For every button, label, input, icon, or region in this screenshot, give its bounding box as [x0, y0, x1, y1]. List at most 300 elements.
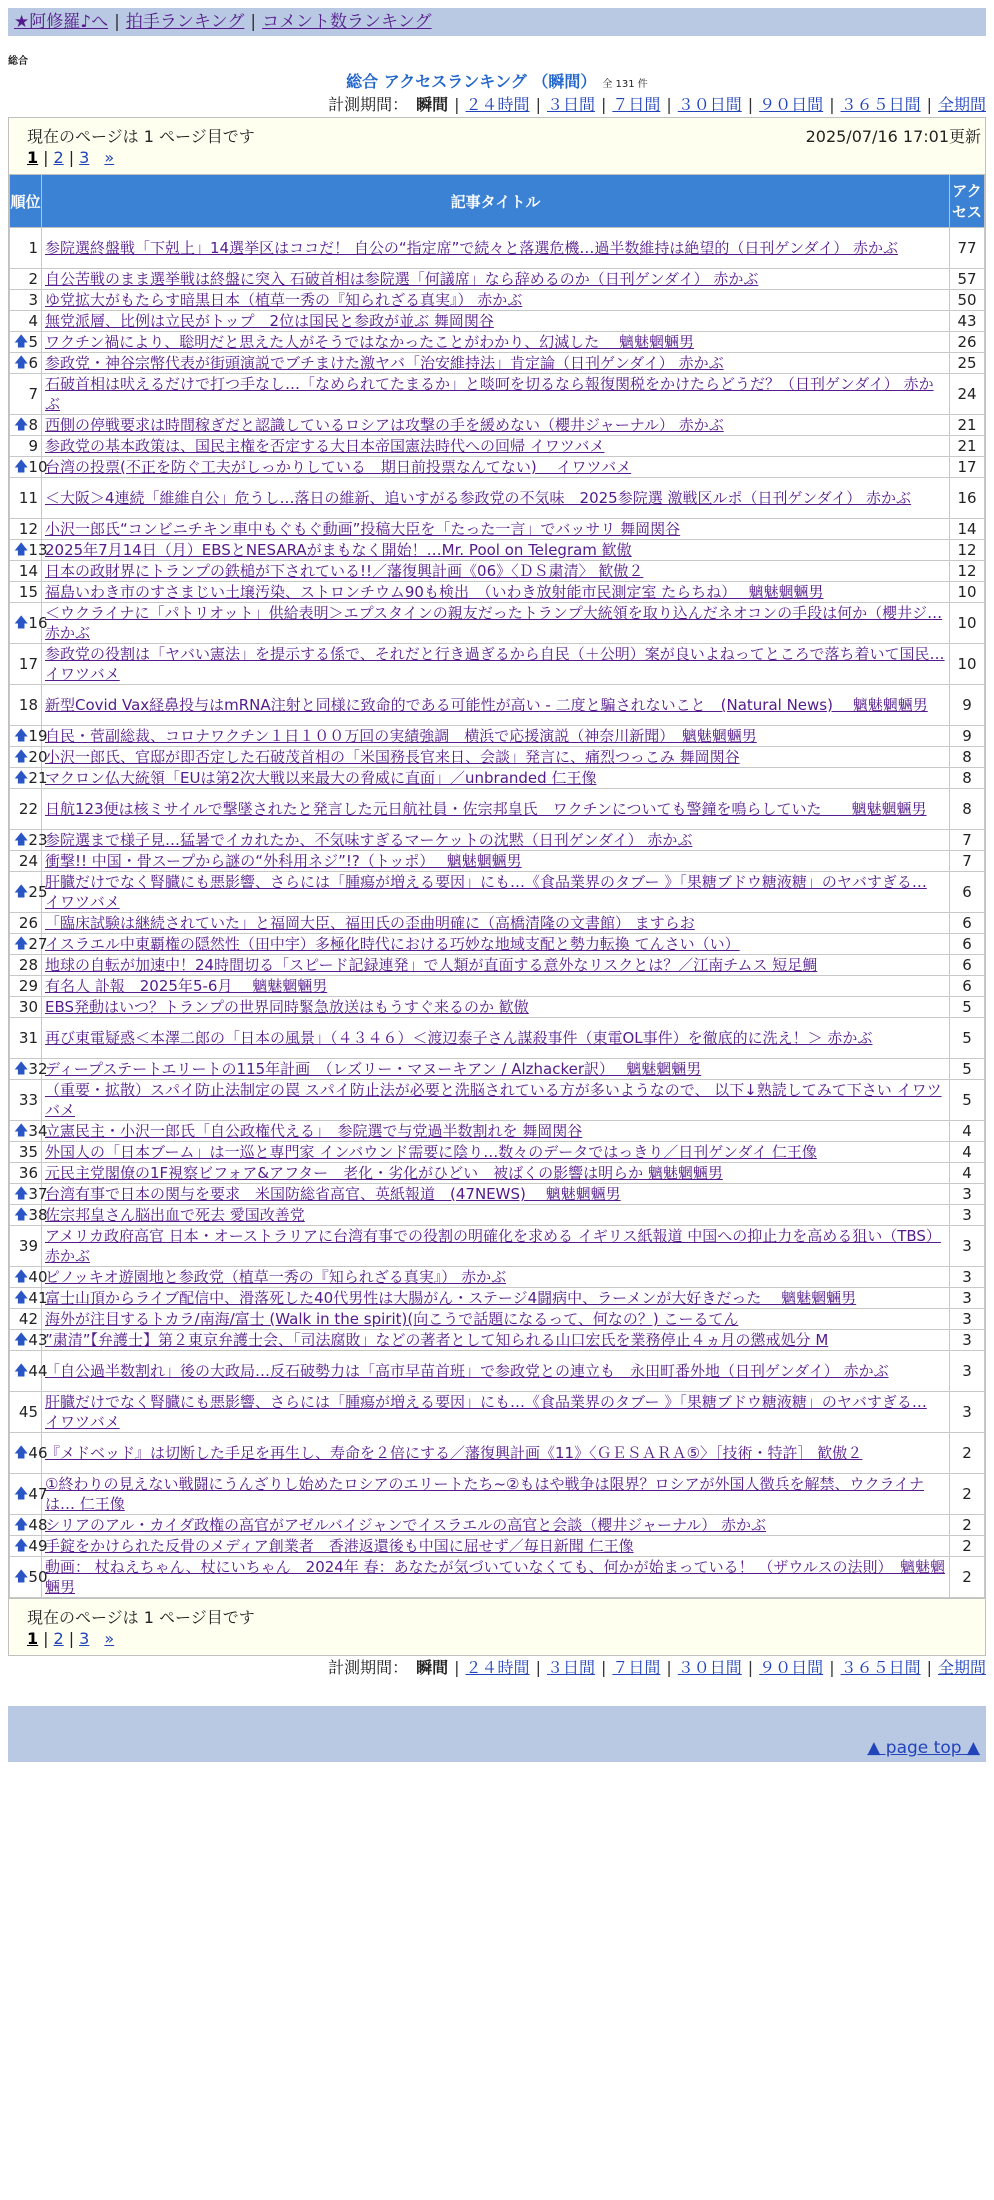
- access-count: 12: [950, 561, 985, 582]
- table-row: [10, 332, 985, 353]
- title-cell: [42, 644, 950, 685]
- title-cell: [42, 1267, 950, 1288]
- title-cell: [42, 1059, 950, 1080]
- period-link[interactable]: ２４時間: [465, 1658, 530, 1677]
- title-cell: [42, 311, 950, 332]
- table-row: [10, 726, 985, 747]
- rank-number: 3: [28, 291, 38, 309]
- article-link[interactable]: ディープステートエリートの115年計画 （レズリー・マヌーキアン / Alzhacker訳） 魑魅魍魎男: [45, 1060, 702, 1078]
- access-header: アクセス: [950, 175, 985, 228]
- access-count: 10: [950, 603, 985, 644]
- home-link[interactable]: ★阿修羅♪へ: [14, 12, 109, 32]
- period-separator: |: [926, 95, 932, 114]
- period-link[interactable]: ３日間: [546, 1658, 595, 1677]
- period-selector: [0, 1656, 986, 1680]
- rank-up-arrow-icon: 🡅: [14, 936, 29, 952]
- rank-cell: [10, 603, 48, 644]
- rank-cell: [10, 1080, 42, 1121]
- rank-cell: [10, 768, 48, 789]
- access-count: 17: [950, 457, 985, 478]
- article-link[interactable]: 新型Covid Vax経鼻投与はmRNA注射と同様に致命的である可能性が高い - 二度と騙されないこと (Natural News) 魑魅魍魎男: [45, 696, 928, 714]
- rank-number: 36: [18, 1164, 38, 1182]
- period-link[interactable]: ３０日間: [677, 1658, 742, 1677]
- rank-number: 42: [18, 1310, 38, 1328]
- rank-up-arrow-icon: 🡅: [14, 1445, 29, 1461]
- title-cell: [42, 1142, 950, 1163]
- title-cell: [42, 1205, 950, 1226]
- rank-up-arrow-icon: 🡅: [14, 1207, 29, 1223]
- period-separator: |: [829, 1658, 835, 1677]
- access-count: 3: [950, 1351, 985, 1392]
- period-current: 瞬間: [416, 95, 449, 114]
- table-row: [10, 1536, 985, 1557]
- article-link[interactable]: 肝臓だけでなく腎臓にも悪影響、さらには「腫瘍が増える要因」にも…《食品業界のタブー 》「果糖ブドウ糖液糖」のヤバすぎる… イワツバメ: [45, 1393, 927, 1431]
- rank-number: 27: [28, 935, 48, 953]
- period-link[interactable]: ２４時間: [465, 95, 530, 114]
- article-link[interactable]: 肝臓だけでなく腎臓にも悪影響、さらには「腫瘍が増える要因」にも…《食品業界のタブー 》「果糖ブドウ糖液糖」のヤバすぎる… イワツバメ: [45, 873, 927, 911]
- pager-separator: |: [43, 148, 49, 167]
- article-link[interactable]: 2025年7月14日（月）EBSとNESARAがまもなく開始！…Mr. Pool on Telegram 歓傲: [45, 541, 632, 559]
- page-top-link[interactable]: ▲ page top ▲: [867, 1738, 980, 1758]
- rank-cell: [10, 872, 48, 913]
- rank-number: 6: [28, 354, 38, 372]
- rank-number: 2: [28, 270, 38, 288]
- period-link[interactable]: ３０日間: [677, 95, 742, 114]
- rank-cell: [10, 1351, 48, 1392]
- rank-cell: [10, 1474, 48, 1515]
- rank-number: 12: [18, 520, 38, 538]
- rank-up-arrow-icon: 🡅: [14, 1269, 29, 1285]
- rank-number: 35: [18, 1143, 38, 1161]
- rank-cell: [10, 540, 48, 561]
- title-cell: [42, 332, 950, 353]
- period-link[interactable]: 全期間: [937, 95, 986, 114]
- article-link[interactable]: 無党派層、比例は立民がトップ 2位は国民と参政が並ぶ 舞岡関谷: [45, 312, 494, 330]
- title-cell: [42, 540, 950, 561]
- rank-up-arrow-icon: 🡅: [14, 459, 29, 475]
- period-separator: |: [666, 95, 672, 114]
- table-row: [10, 1059, 985, 1080]
- ranking-table-body: [10, 228, 985, 1598]
- title-cell: [42, 872, 950, 913]
- pager-link[interactable]: 3: [79, 1629, 90, 1648]
- rank-cell: [10, 934, 48, 955]
- title-cell: [42, 1330, 950, 1351]
- table-row: [10, 830, 985, 851]
- nav-separator: |: [250, 12, 257, 32]
- rank-up-arrow-icon: 🡅: [14, 1123, 29, 1139]
- article-link[interactable]: 自公苦戦のまま選挙戦は終盤に突入 石破首相は参院選「何議席」なら辞めるのか（日刊ゲンダイ） 赤かぶ: [45, 270, 759, 288]
- table-row: [10, 789, 985, 830]
- table-row: [10, 913, 985, 934]
- title-cell: [42, 561, 950, 582]
- rank-cell: [10, 1309, 42, 1330]
- table-row: [10, 685, 985, 726]
- access-count: 7: [950, 830, 985, 851]
- rank-number: 28: [18, 956, 38, 974]
- page-info-bottom: [8, 1599, 986, 1656]
- period-link[interactable]: ３６５日間: [840, 1658, 921, 1677]
- rank-cell: [10, 311, 42, 332]
- pager-link[interactable]: 2: [53, 148, 64, 167]
- title-cell: [42, 1536, 950, 1557]
- rank-up-arrow-icon: 🡅: [14, 749, 29, 765]
- rank-number: 48: [28, 1516, 48, 1534]
- applause-ranking-link[interactable]: 拍手ランキング: [125, 12, 245, 32]
- rank-number: 30: [18, 998, 38, 1016]
- rank-number: 16: [28, 614, 48, 632]
- rank-number: 38: [28, 1206, 48, 1224]
- rank-cell: [10, 1557, 48, 1598]
- article-link[interactable]: 参政党・神谷宗幣代表が街頭演説でブチまけた激ヤバ「治安維持法」肯定論（日刊ゲンダイ） 赤かぶ: [45, 354, 724, 372]
- rank-up-arrow-icon: 🡅: [14, 542, 29, 558]
- rank-number: 25: [28, 883, 48, 901]
- table-row: [10, 955, 985, 976]
- rank-number: 22: [18, 800, 38, 818]
- table-row: [10, 1184, 985, 1205]
- rank-cell: [10, 1142, 42, 1163]
- rank-up-arrow-icon: 🡅: [14, 770, 29, 786]
- rank-up-arrow-icon: 🡅: [14, 1332, 29, 1348]
- article-link[interactable]: EBS発動はいつ？トランプの世界同時緊急放送はもうすぐ来るのか 歓傲: [45, 998, 529, 1016]
- article-link[interactable]: （重要・拡散）スパイ防止法制定の罠 スパイ防止法が必要と洗脳されている方が多いようなので、 以下↓熟読してみて下さい イワツバメ: [45, 1081, 942, 1119]
- access-count: 6: [950, 872, 985, 913]
- article-link[interactable]: 衝撃!! 中国・骨スープから謎の“外科用ネジ”!?（トッポ） 魑魅魍魎男: [45, 852, 522, 870]
- table-row: [10, 1557, 985, 1598]
- access-count: 8: [950, 789, 985, 830]
- rank-cell: [10, 1018, 42, 1059]
- article-link[interactable]: 手錠をかけられた反骨のメディア創業者 香港返還後も中国に屈せず／毎日新聞 仁王像: [45, 1537, 634, 1555]
- table-row: [10, 1018, 985, 1059]
- period-separator: |: [666, 1658, 672, 1677]
- article-link[interactable]: 小沢一郎氏“コンビニチキン車中もぐもぐ動画”投稿大臣を「たった一言」でバッサリ 舞岡関谷: [45, 520, 681, 538]
- period-separator: |: [829, 95, 835, 114]
- table-row: [10, 290, 985, 311]
- article-link[interactable]: ”粛清”【弁護士】第２東京弁護士会、「司法腐敗」などの著者として知られる山口宏氏を業務停止４ヵ月の懲戒処分 M: [45, 1331, 829, 1349]
- access-count: 50: [950, 290, 985, 311]
- table-row: [10, 436, 985, 457]
- table-row: [10, 934, 985, 955]
- rank-number: 23: [28, 831, 48, 849]
- article-link[interactable]: ＜大阪＞4連続「維維自公」危うし…落日の維新、追いすがる参政党の不気味 2025参院選 激戦区ルポ（日刊ゲンダイ） 赤かぶ: [45, 489, 912, 507]
- access-count: 43: [950, 311, 985, 332]
- title-cell: [42, 976, 950, 997]
- article-link[interactable]: 『メドベッド』は切断した手足を再生し、寿命を２倍にする／藩復興計画《11》〈ＧＥＳＡＲＡ⑤〉［技術・特許］ 歓傲２: [45, 1444, 863, 1462]
- title-cell: [42, 374, 950, 415]
- rank-up-arrow-icon: 🡅: [14, 884, 29, 900]
- period-separator: |: [747, 1658, 754, 1677]
- title-cell: [42, 582, 950, 603]
- access-count: 25: [950, 353, 985, 374]
- access-count: 9: [950, 685, 985, 726]
- article-link[interactable]: ゆ党拡大がもたらす暗黒日本（植草一秀の『知られざる真実』） 赤かぶ: [45, 291, 523, 309]
- table-row: [10, 644, 985, 685]
- rank-number: 33: [18, 1091, 38, 1109]
- rank-cell: [10, 353, 42, 374]
- rank-cell: [10, 997, 42, 1018]
- table-row: [10, 353, 985, 374]
- article-link[interactable]: 西側の停戦要求は時間稼ぎだと認識しているロシアは攻撃の手を緩めない（櫻井ジャーナル） 赤かぶ: [45, 416, 724, 434]
- title-cell: [42, 1433, 950, 1474]
- table-row: [10, 603, 985, 644]
- access-count: 21: [950, 415, 985, 436]
- table-row: [10, 1163, 985, 1184]
- period-link[interactable]: ９０日間: [759, 1658, 824, 1677]
- title-cell: [42, 1288, 950, 1309]
- period-separator: |: [535, 95, 541, 114]
- article-link[interactable]: ワクチン禍により、聡明だと思えた人がそうではなかったことがわかり、幻滅した 魑魅魍魎男: [45, 333, 695, 351]
- article-link[interactable]: ①終わりの見えない戦闘にうんざりし始めたロシアのエリートたち~②もはや戦争は限界？ロシアが外国人徴兵を解禁、ウクライナは… 仁王像: [45, 1475, 925, 1513]
- rank-cell: [10, 457, 48, 478]
- rank-number: 11: [18, 489, 38, 507]
- rank-cell: [10, 747, 48, 768]
- article-link[interactable]: 参院選終盤戦「下剋上」14選挙区はココだ！ 自公の“指定席”で続々と落選危機…過半数維持は絶望的（日刊ゲンダイ） 赤かぶ: [45, 239, 898, 257]
- pager-link[interactable]: 3: [79, 148, 90, 167]
- pager: [27, 148, 114, 167]
- table-row: [10, 561, 985, 582]
- article-link[interactable]: イスラエル中東覇権の隠然性（田中宇）多極化時代における巧妙な地域支配と勢力転換 てんさい（い）: [45, 935, 740, 953]
- article-link[interactable]: ピノッキオ遊園地と参政党（植草一秀の『知られざる真実』） 赤かぶ: [45, 1268, 507, 1286]
- article-link[interactable]: 「自公過半数割れ」後の大政局…反石破勢力は「高市早苗首班」で参政党との連立も 永田町番外地（日刊ゲンダイ） 赤かぶ: [45, 1362, 889, 1380]
- access-count: 6: [950, 976, 985, 997]
- rank-number: 10: [28, 458, 48, 476]
- article-link[interactable]: 参院選まで様子見…猛暑でイカれたか、不気味すぎるマーケットの沈黙（日刊ゲンダイ） 赤かぶ: [45, 831, 693, 849]
- rank-number: 47: [28, 1485, 48, 1503]
- title-cell: [42, 1018, 950, 1059]
- title-cell: [42, 1392, 950, 1433]
- rank-up-arrow-icon: 🡅: [14, 334, 29, 350]
- access-count: 14: [950, 519, 985, 540]
- pager-current: 1: [27, 148, 39, 167]
- article-link[interactable]: 海外が注目するトカラ/南海/富士 (Walk in the spirit)(向こうで話題になるって、何なの？) こーるてん: [45, 1310, 739, 1328]
- rank-up-arrow-icon: 🡅: [14, 1061, 29, 1077]
- article-link[interactable]: 立憲民主・小沢一郎氏「自公政権代える」 参院選で与党過半数割れを 舞岡関谷: [45, 1122, 583, 1140]
- table-row: [10, 540, 985, 561]
- rank-cell: [10, 726, 48, 747]
- article-link[interactable]: 外国人の「日本ブーム」は一巡と専門家 インバウンド需要に陰り…数々のデータではっきり／日刊ゲンダイ 仁王像: [45, 1143, 817, 1161]
- period-link[interactable]: ７日間: [612, 1658, 661, 1677]
- access-count: 3: [950, 1205, 985, 1226]
- rank-number: 43: [28, 1331, 48, 1349]
- article-link[interactable]: ＜ウクライナに「パトリオット」供給表明＞エプスタインの親友だったトランプ大統領を取り込んだネオコンの手段は何か（櫻井ジ… 赤かぶ: [45, 604, 943, 642]
- article-link[interactable]: 自民・菅副総裁、コロナワクチン１日１００万回の実績強調 横浜で応援演説（神奈川新聞） 魑魅魍魎男: [45, 727, 757, 745]
- title-cell: [42, 1474, 950, 1515]
- table-row: [10, 1474, 985, 1515]
- period-link[interactable]: ３日間: [546, 95, 595, 114]
- access-count: 5: [950, 1080, 985, 1121]
- rank-up-arrow-icon: 🡅: [14, 728, 29, 744]
- title-cell: [42, 851, 950, 872]
- article-link[interactable]: 地球の自転が加速中！24時間切る「スピード記録連発」で人類が直面する意外なリスクとは？／江南チムス 短足鯛: [45, 956, 818, 974]
- title-cell: [42, 269, 950, 290]
- rank-number: 32: [28, 1060, 48, 1078]
- rank-cell: [10, 1226, 42, 1267]
- table-row: [10, 415, 985, 436]
- article-link[interactable]: 日本の政財界にトランプの鉄槌が下されている!!／藩復興計画《06》〈ＤＳ粛清〉 歓傲２: [45, 562, 644, 580]
- rank-number: 29: [18, 977, 38, 995]
- rank-number: 37: [28, 1185, 48, 1203]
- access-count: 8: [950, 768, 985, 789]
- article-link[interactable]: 参政党の役割は「ヤバい憲法」を提示する係で、それだと行き過ぎるから自民（＋公明）案が良いよねってところで落ち着いて国民… イワツバメ: [45, 645, 945, 683]
- rank-number: 41: [28, 1289, 48, 1307]
- access-count: 26: [950, 332, 985, 353]
- article-link[interactable]: 元民主党閣僚の1F視察ビフォア&アフター 老化・劣化がひどい 被ばくの影響は明らか 魑魅魍魎男: [45, 1164, 723, 1182]
- page-top-bar: [8, 1734, 986, 1762]
- rank-cell: [10, 1536, 48, 1557]
- title-cell: [42, 457, 950, 478]
- rank-cell: [10, 685, 42, 726]
- table-row: [10, 457, 985, 478]
- title-cell: [42, 913, 950, 934]
- updated-timestamp: 2025/07/16 17:01更新: [805, 127, 981, 146]
- access-count: 10: [950, 582, 985, 603]
- article-link[interactable]: マクロン仏大統領「EUは第2次大戦以来最大の脅威に直面」／unbranded 仁王像: [45, 769, 597, 787]
- pager-next[interactable]: »: [104, 1629, 115, 1648]
- title-cell: [42, 747, 950, 768]
- rank-number: 20: [28, 748, 48, 766]
- rank-number: 7: [28, 385, 38, 403]
- rank-cell: [10, 436, 42, 457]
- table-row: [10, 976, 985, 997]
- period-separator: |: [747, 95, 754, 114]
- period-link[interactable]: ７日間: [612, 95, 661, 114]
- rank-cell: [10, 1330, 48, 1351]
- rank-up-arrow-icon: 🡅: [14, 1538, 29, 1554]
- pager-next[interactable]: »: [104, 148, 115, 167]
- rank-number: 39: [18, 1237, 38, 1255]
- title-cell: [42, 415, 950, 436]
- rank-cell: [10, 228, 42, 269]
- title-cell: [42, 353, 950, 374]
- title-cell: [42, 830, 950, 851]
- title-cell: [42, 1309, 950, 1330]
- access-count: 8: [950, 747, 985, 768]
- rank-cell: [10, 561, 42, 582]
- table-header-row: [10, 175, 985, 228]
- article-link[interactable]: 台湾有事で日本の関与を要求 米国防総省高官、英紙報道 (47NEWS) 魑魅魍魎男: [45, 1185, 621, 1203]
- rank-up-arrow-icon: 🡅: [14, 1186, 29, 1202]
- rank-number: 24: [18, 852, 38, 870]
- article-link[interactable]: 再び東電疑惑＜本澤二郎の「日本の風景」（４３４６）＜渡辺泰子さん謀殺事件（東電OL事件）を徹底的に洗え！＞ 赤かぶ: [45, 1029, 873, 1047]
- article-link[interactable]: 有名人 訃報 2025年5-6月 魑魅魍魎男: [45, 977, 328, 995]
- article-link[interactable]: 富士山頂からライブ配信中、滑落死した40代男性は大腸がん・ステージ4闘病中、ラーメンが大好きだった 魑魅魍魎男: [45, 1289, 857, 1307]
- access-count: 3: [950, 1184, 985, 1205]
- article-link[interactable]: 佐宗邦皇さん脳出血で死去 愛国改善党: [45, 1206, 305, 1224]
- title-cell: [42, 603, 950, 644]
- title-cell: [42, 789, 950, 830]
- rank-cell: [10, 644, 42, 685]
- title-cell: [42, 228, 950, 269]
- title-cell: [42, 768, 950, 789]
- rank-cell: [10, 976, 42, 997]
- rank-cell: [10, 519, 42, 540]
- rank-up-arrow-icon: 🡅: [14, 1569, 29, 1585]
- rank-up-arrow-icon: 🡅: [14, 615, 29, 631]
- article-link[interactable]: 動画： 杖ねえちゃん、杖にいちゃん 2024年 春：あなたが気づいていなくても、何かが始まっている！ （ザウルスの法則） 魑魅魍魎男: [45, 1558, 945, 1596]
- article-link[interactable]: 参政党の基本政策は、国民主権を否定する大日本帝国憲法時代への回帰 イワツバメ: [45, 437, 605, 455]
- access-count: 4: [950, 1163, 985, 1184]
- rank-cell: [10, 1288, 48, 1309]
- footer-bar: [8, 1706, 986, 1734]
- page-title: 総合 アクセスランキング （瞬間）: [346, 72, 597, 91]
- rank-number: 14: [18, 562, 38, 580]
- article-link[interactable]: 福島いわき市のすさまじい土壌汚染、ストロンチウム90も検出 （いわき放射能市民測定室 たらちね） 魑魅魍魎男: [45, 583, 824, 601]
- title-cell: [42, 1080, 950, 1121]
- article-link[interactable]: 石破首相は吠えるだけで打つ手なし…「なめられてたまるか」と啖呵を切るなら報復関税をかけたらどうだ？（日刊ゲンダイ） 赤かぶ: [45, 375, 934, 413]
- period-separator: |: [926, 1658, 932, 1677]
- article-link[interactable]: 日航123便は核ミサイルで撃墜されたと発言した元日航社員・佐宗邦皇氏 ワクチンについても警鐘を鳴らしていた 魑魅魍魎男: [45, 800, 927, 818]
- rank-number: 44: [28, 1362, 48, 1380]
- access-count: 57: [950, 269, 985, 290]
- rank-number: 1: [28, 239, 38, 257]
- table-row: [10, 768, 985, 789]
- table-row: [10, 1392, 985, 1433]
- table-row: [10, 374, 985, 415]
- pager-current: 1: [27, 1629, 39, 1648]
- rank-cell: [10, 1433, 48, 1474]
- article-link[interactable]: アメリカ政府高官 日本・オーストラリアに台湾有事での役割の明確化を求める イギリス紙報道 中国への抑止力を高める狙い（TBS） 赤かぶ: [45, 1227, 941, 1265]
- page-info-top: [9, 118, 985, 174]
- article-link[interactable]: シリアのアル・カイダ政権の高官がアゼルバイジャンでイスラエルの高官と会談（櫻井ジャーナル） 赤かぶ: [45, 1516, 767, 1534]
- access-count: 24: [950, 374, 985, 415]
- access-count: 16: [950, 478, 985, 519]
- table-row: [10, 851, 985, 872]
- access-count: 9: [950, 726, 985, 747]
- ranking-title-row: [0, 71, 994, 93]
- article-link[interactable]: 「臨床試験は継続されていた」と福岡大臣、福田氏の歪曲明確に（高橋清隆の文書館） ますらお: [45, 914, 695, 932]
- table-row: [10, 1351, 985, 1392]
- title-cell: [42, 1515, 950, 1536]
- rank-up-arrow-icon: 🡅: [14, 417, 29, 433]
- access-count: 4: [950, 1121, 985, 1142]
- title-cell: [42, 955, 950, 976]
- period-selector: [0, 93, 986, 117]
- access-count: 6: [950, 934, 985, 955]
- rank-up-arrow-icon: 🡅: [14, 1517, 29, 1533]
- pager-link[interactable]: 2: [53, 1629, 64, 1648]
- period-link[interactable]: 全期間: [937, 1658, 986, 1677]
- article-link[interactable]: 小沢一郎氏、官邸が即否定した石破茂首相の「米国務長官来日、会談」発言に、痛烈つっこみ 舞岡関谷: [45, 748, 740, 766]
- access-count: 12: [950, 540, 985, 561]
- rank-number: 15: [18, 583, 38, 601]
- table-row: [10, 1267, 985, 1288]
- pager-space: [94, 1629, 99, 1648]
- rank-number: 50: [28, 1568, 48, 1586]
- title-header: 記事タイトル: [42, 175, 950, 228]
- rank-cell: [10, 851, 42, 872]
- rank-cell: [10, 1184, 48, 1205]
- title-cell: [42, 1226, 950, 1267]
- period-link[interactable]: ３６５日間: [840, 95, 921, 114]
- rank-number: 19: [28, 727, 48, 745]
- table-row: [10, 1121, 985, 1142]
- period-separator: |: [454, 1658, 460, 1677]
- rank-up-arrow-icon: 🡅: [14, 1363, 29, 1379]
- rank-up-arrow-icon: 🡅: [14, 1486, 29, 1502]
- period-link[interactable]: ９０日間: [759, 95, 824, 114]
- title-cell: [42, 290, 950, 311]
- rank-number: 46: [28, 1444, 48, 1462]
- access-count: 7: [950, 851, 985, 872]
- rank-cell: [10, 478, 42, 519]
- access-count: 3: [950, 1309, 985, 1330]
- rank-cell: [10, 830, 48, 851]
- table-row: [10, 1309, 985, 1330]
- table-row: [10, 997, 985, 1018]
- comment-ranking-link[interactable]: コメント数ランキング: [262, 12, 432, 32]
- article-link[interactable]: 台湾の投票(不正を防ぐ工夫がしっかりしている 期日前投票なんてない) イワツバメ: [45, 458, 632, 476]
- title-cell: [42, 1557, 950, 1598]
